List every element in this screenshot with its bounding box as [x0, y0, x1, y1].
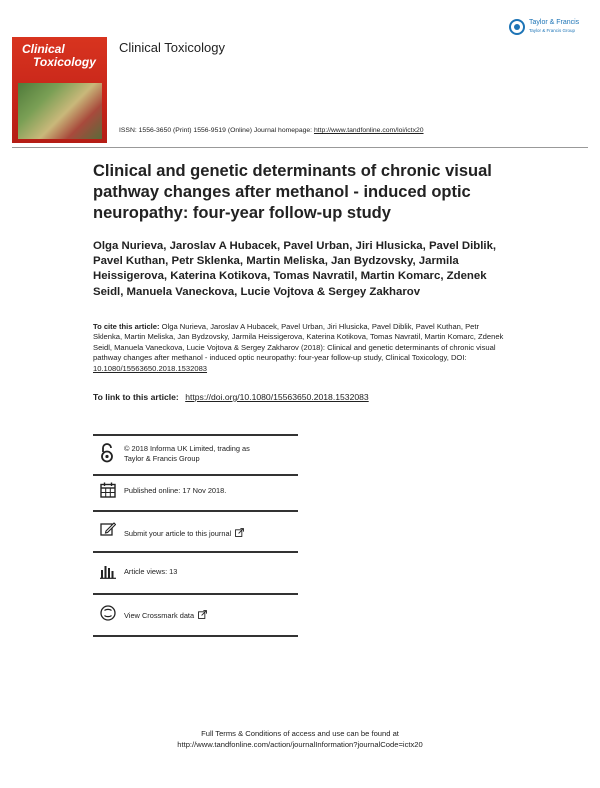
crossmark-row[interactable]: [93, 597, 298, 631]
published-row: [93, 478, 298, 508]
cover-title-line1: Clinical: [22, 42, 65, 56]
article-doi-link[interactable]: https://doi.org/10.1080/15563650.2018.1532083: [185, 392, 369, 402]
publisher-logo-line2: Taylor & Francis Group: [529, 28, 576, 33]
footer: [100, 728, 500, 750]
publisher-logo-icon: [509, 19, 525, 35]
views-row: [93, 555, 298, 587]
open-access-lock-icon: [100, 443, 114, 463]
footer-line1: Full Terms & Conditions of access and use can be found at: [201, 729, 399, 738]
header-divider: [12, 147, 588, 148]
publisher-logo-line1: Taylor & Francis: [529, 19, 580, 26]
meta-divider: [93, 551, 298, 553]
journal-homepage-link[interactable]: http://www.tandfonline.com/loi/ictx20: [313, 127, 424, 134]
bar-chart-icon: [100, 563, 116, 579]
citation-doi-link[interactable]: 10.1080/15563650.2018.1532083: [93, 363, 208, 373]
external-link-icon: [198, 610, 207, 619]
article-views: Article views: 13: [124, 567, 178, 576]
citation-block: [93, 322, 508, 374]
license-text: [124, 444, 250, 464]
cover-photo: [18, 83, 102, 139]
journal-cover: [12, 37, 107, 143]
crossmark-text[interactable]: View Crossmark data: [124, 611, 195, 620]
meta-divider: [93, 510, 298, 512]
crossmark-link[interactable]: [124, 610, 207, 621]
journal-name: Clinical Toxicology: [119, 40, 225, 55]
cover-title-line2: Toxicology: [33, 55, 96, 69]
meta-divider: [93, 593, 298, 595]
submit-row[interactable]: [93, 514, 298, 548]
calendar-icon: [100, 482, 116, 498]
external-link-icon: [235, 528, 244, 537]
submit-article-link[interactable]: [124, 528, 244, 539]
edit-icon: [100, 521, 116, 537]
meta-divider: [93, 635, 298, 637]
link-to-article: [93, 392, 369, 402]
link-to-article-label: To link to this article:: [93, 392, 179, 402]
submit-article-text[interactable]: Submit your article to this journal: [124, 529, 232, 538]
meta-divider: [93, 474, 298, 476]
publisher-logo: [509, 17, 589, 39]
license-line1: © 2018 Informa UK Limited, trading as: [124, 444, 250, 453]
meta-divider: [93, 434, 298, 436]
citation-text: Olga Nurieva, Jaroslav A Hubacek, Pavel Urban, Jiri Hlusicka, Pavel Diblik, Pavel Kuthan, Petr Sklenka, Martin Meliska, Jan Bydzovsky, Jarmila Heissigerova, Katerina Kotikova, Tomas Navratil, Martin Komarc, Zdenek Seidl, Manuela Vaneckova, Lucie Vojtova & Sergey Zakharov (2018): Clinical and genetic determinants of chronic visual pathway changes after methanol - induced optic neuropathy: four-year follow-up study, Clinical Toxicology, DOI:: [93, 322, 504, 363]
license-line2: Taylor & Francis Group: [124, 454, 200, 463]
article-title: Clinical and genetic determinants of chronic visual pathway changes after methanol - induced optic neuropathy: four-year follow-up study: [93, 162, 492, 222]
issn-text: ISSN: 1556-3650 (Print) 1556-9519 (Online) Journal homepage:: [119, 127, 313, 134]
issn-line: [119, 127, 424, 134]
license-row: [93, 438, 298, 472]
crossmark-icon: [100, 605, 116, 621]
published-date: Published online: 17 Nov 2018.: [124, 486, 227, 495]
citation-label: To cite this article:: [93, 322, 160, 331]
article-authors: Olga Nurieva, Jaroslav A Hubacek, Pavel Urban, Jiri Hlusicka, Pavel Diblik, Pavel Kuthan, Petr Sklenka, Martin Meliska, Jan Bydzovsky, Jarmila Heissigerova, Katerina Kotikova, Tomas Navratil, Martin Komarc, Zdenek Seidl, Manuela Vaneckova, Lucie Vojtova & Sergey Zakharov: [93, 240, 497, 298]
footer-terms-link[interactable]: http://www.tandfonline.com/action/journalInformation?journalCode=ictx20: [177, 740, 423, 749]
